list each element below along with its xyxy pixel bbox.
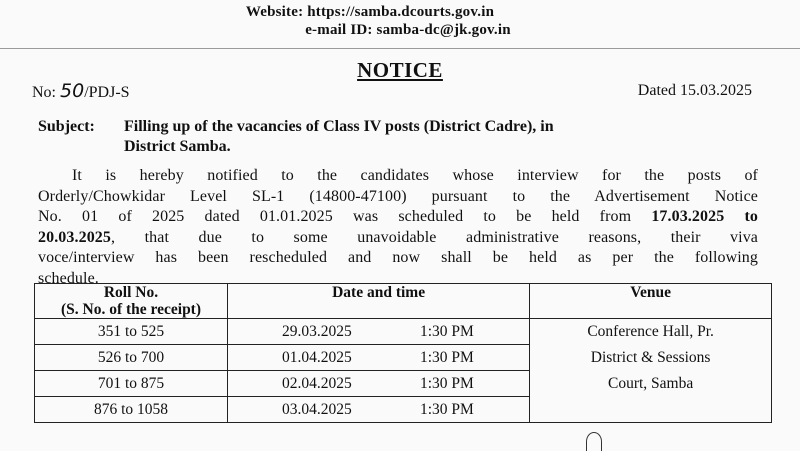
- body-line-5: voce/interview has been rescheduled and now shall be held as per the following: [38, 249, 758, 266]
- schedule-table: [34, 283, 772, 423]
- interview-time: 1:30 PM: [419, 322, 474, 340]
- body-line-3: [38, 207, 758, 228]
- date-time-cell: [227, 371, 529, 397]
- date-time-cell: [227, 319, 529, 345]
- header-divider: [0, 48, 800, 49]
- interview-date: 01.04.2025: [281, 348, 352, 366]
- table-row: [35, 319, 772, 345]
- header-roll-line1: Roll No.: [103, 284, 159, 301]
- venue-line-2: District & Sessions: [590, 349, 711, 366]
- roll-range: 876 to 1058: [35, 397, 228, 423]
- subject-line-2: District Samba.: [124, 138, 231, 155]
- body-line-2: Orderly/Chowkidar Level SL-1 (14800-47100) pursuant to the Advertisement Notice: [38, 187, 758, 205]
- body-line-6: schedule.: [38, 269, 99, 287]
- notice-title: NOTICE: [357, 58, 443, 82]
- body-line-4: [38, 228, 758, 249]
- body-line-3a: No. 01 of 2025 dated 01.01.2025 was scheduled to be held from: [38, 208, 652, 225]
- venue-line-3: Court, Samba: [607, 375, 694, 392]
- roll-range: 351 to 525: [35, 319, 228, 345]
- header-roll-line2: (S. No. of the receipt): [60, 301, 202, 318]
- interview-date: 02.04.2025: [281, 374, 352, 392]
- ref-suffix: /PDJ-S: [84, 84, 130, 101]
- venue-cell: [530, 319, 772, 423]
- date-range-start: 17.03.2025 to: [651, 208, 758, 225]
- signature-mark: [586, 432, 602, 451]
- interview-time: 1:30 PM: [419, 374, 474, 392]
- email-line: e-mail ID: samba-dc@jk.gov.in: [305, 22, 511, 38]
- website-line: Website: https://samba.dcourts.gov.in: [245, 4, 495, 20]
- subject-label: Subject:: [38, 118, 95, 135]
- date-range-end: 20.03.2025: [38, 228, 111, 246]
- interview-time: 1:30 PM: [419, 400, 474, 418]
- subject-line-1: Filling up of the vacancies of Class IV posts (District Cadre), in: [124, 118, 554, 135]
- subject: [38, 117, 758, 157]
- date-time-cell: [227, 397, 529, 423]
- header-date-time: Date and time: [227, 284, 529, 319]
- notice-date: Dated 15.03.2025: [637, 82, 752, 99]
- body-line-1: It is hereby notified to the candidates whose interview for the posts of: [72, 167, 758, 184]
- ref-prefix: No:: [32, 84, 60, 101]
- header-roll-no: [35, 284, 228, 319]
- notice-body: [38, 166, 758, 289]
- interview-date: 29.03.2025: [281, 322, 352, 340]
- venue-line-1: Conference Hall, Pr.: [587, 323, 714, 340]
- roll-range: 526 to 700: [35, 345, 228, 371]
- roll-range: 701 to 875: [35, 371, 228, 397]
- interview-time: 1:30 PM: [419, 348, 474, 366]
- body-line-4b: , that due to some unavoidable administrative reasons, their viva: [111, 228, 758, 246]
- ref-handwritten-number: 50: [60, 80, 85, 102]
- header-venue: Venue: [530, 284, 772, 319]
- interview-date: 03.04.2025: [281, 400, 352, 418]
- table-header-row: [35, 284, 772, 319]
- date-time-cell: [227, 345, 529, 371]
- reference-number: [32, 80, 130, 102]
